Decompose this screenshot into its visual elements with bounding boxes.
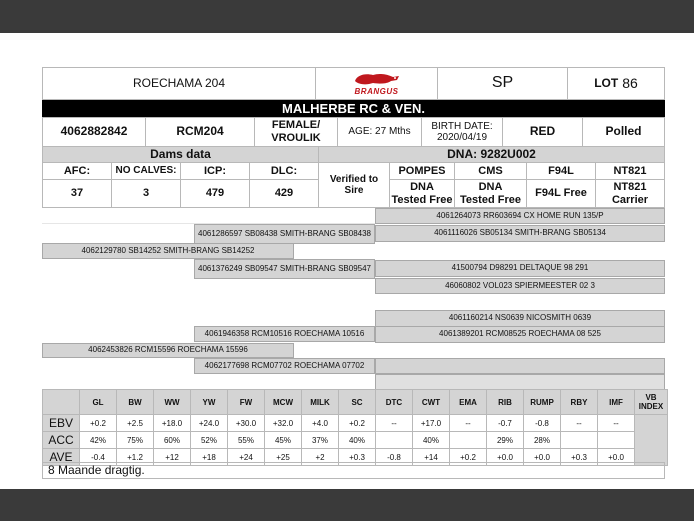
table-cell: [561, 432, 598, 449]
table-cell: 28%: [524, 432, 561, 449]
table-cell: 40%: [339, 432, 376, 449]
table-cell: +0.0: [487, 449, 524, 466]
table-cell: [598, 432, 635, 449]
verified-line2: Sire: [344, 185, 364, 196]
test-result-cms: [454, 179, 527, 208]
brangus-logo: [315, 67, 438, 100]
header-milk: MILK: [302, 390, 339, 415]
table-cell: +1.2: [117, 449, 154, 466]
animal-color: RED: [502, 117, 583, 147]
bottom-frame-bar: [0, 489, 694, 521]
table-row: [43, 415, 668, 432]
table-cell: +25: [265, 449, 302, 466]
pedigree-dam-dam: 4062177698 RCM07702 ROECHAMA 07702: [194, 358, 375, 374]
header-bw: BW: [117, 390, 154, 415]
dlc-label: DLC:: [249, 162, 319, 180]
table-cell: +24.0: [191, 415, 228, 432]
lot-label: LOT: [594, 75, 619, 90]
table-cell: +0.2: [450, 449, 487, 466]
test-name-f94l: F94L: [526, 162, 596, 180]
table-cell: +0.0: [524, 449, 561, 466]
pompes-result-line2: Tested Free: [391, 193, 453, 206]
logo-text: BRANGUS: [354, 86, 399, 96]
test-name-cms: CMS: [454, 162, 527, 180]
header-rump: RUMP: [524, 390, 561, 415]
nt821-result-line1: NT821: [613, 180, 647, 193]
icp-label: ICP:: [180, 162, 250, 180]
pedigree-sire: 4062129780 SB14252 SMITH-BRANG SB14252: [42, 243, 294, 259]
row-label-ave: AVE: [43, 449, 80, 466]
sex-line2: VROULIK: [271, 132, 321, 144]
table-cell: -0.7: [487, 415, 524, 432]
row-label-acc: ACC: [43, 432, 80, 449]
verified-line1: Verified to: [329, 173, 379, 185]
ebv-table: [42, 389, 668, 466]
table-cell: 40%: [413, 432, 450, 449]
header-sc: SC: [339, 390, 376, 415]
table-cell: --: [561, 415, 598, 432]
pedigree-sire-dam: 4061376249 SB09547 SMITH-BRANG SB09547: [194, 259, 375, 279]
dams-title: Dams data: [42, 146, 319, 163]
header-vb-index: VB INDEX: [635, 390, 668, 415]
grade: SP: [437, 67, 568, 100]
top-frame-bar: [0, 0, 694, 33]
table-row: [43, 432, 668, 449]
header-mcw: MCW: [265, 390, 302, 415]
table-cell: [450, 432, 487, 449]
animal-name: ROECHAMA 204: [42, 67, 316, 100]
table-cell: 60%: [154, 432, 191, 449]
table-cell: 52%: [191, 432, 228, 449]
ebv-corner: [43, 390, 80, 415]
pedigree-sire-sire: 4061286597 SB08438 SMITH-BRANG SB08438: [194, 224, 375, 244]
table-cell: +0.3: [561, 449, 598, 466]
pompes-result-line1: DNA: [410, 180, 434, 193]
birth-date: [421, 117, 503, 147]
table-cell: -0.8: [524, 415, 561, 432]
birth-value: 2020/04/19: [436, 132, 488, 143]
table-cell: +14: [413, 449, 450, 466]
pedigree-sire-dam-sire: 41500794 D98291 DELTAQUE 98 291: [375, 260, 665, 277]
table-cell: +2.5: [117, 415, 154, 432]
pedigree-empty-1: [375, 358, 665, 374]
table-cell: +24: [228, 449, 265, 466]
animal-id: 4062882842: [42, 117, 146, 147]
afc-value: 37: [42, 179, 112, 208]
header-rby: RBY: [561, 390, 598, 415]
pedigree-sire-dam-dam: 46060802 VOL023 SPIERMEESTER 02 3: [375, 278, 665, 294]
lot: [567, 67, 665, 100]
header-ema: EMA: [450, 390, 487, 415]
remark: 8 Maande dragtig.: [42, 462, 665, 479]
animal-sex: [254, 117, 338, 147]
table-cell: [376, 432, 413, 449]
ebv-header-row: [43, 390, 668, 415]
table-cell: +30.0: [228, 415, 265, 432]
table-cell: +32.0: [265, 415, 302, 432]
table-cell: +12: [154, 449, 191, 466]
afc-label: AFC:: [42, 162, 112, 180]
header-rib: RIB: [487, 390, 524, 415]
header-imf: IMF: [598, 390, 635, 415]
header-cwt: CWT: [413, 390, 450, 415]
table-cell: +18.0: [154, 415, 191, 432]
vb-index-cell: [635, 415, 668, 466]
bull-icon: [351, 71, 403, 87]
pedigree-empty-2: [375, 374, 665, 390]
calves-label: NO CALVES:: [111, 162, 181, 180]
table-cell: --: [376, 415, 413, 432]
table-cell: -0.8: [376, 449, 413, 466]
f94l-result: F94L Free: [535, 187, 587, 200]
header-ww: WW: [154, 390, 191, 415]
table-cell: 75%: [117, 432, 154, 449]
table-cell: +0.0: [598, 449, 635, 466]
table-cell: --: [598, 415, 635, 432]
pedigree-sire-sire-dam: 4061116026 SB05134 SMITH-BRANG SB05134: [375, 225, 665, 242]
verified-to-sire: [318, 162, 390, 208]
table-cell: +17.0: [413, 415, 450, 432]
table-cell: 42%: [80, 432, 117, 449]
lot-number: 86: [622, 75, 638, 92]
table-cell: +0.2: [339, 415, 376, 432]
animal-age: AGE: 27 Mths: [337, 117, 422, 147]
nt821-result-line2: Carrier: [611, 193, 649, 206]
header-gl: GL: [80, 390, 117, 415]
table-cell: +0.2: [80, 415, 117, 432]
table-cell: 55%: [228, 432, 265, 449]
table-cell: --: [450, 415, 487, 432]
table-cell: 37%: [302, 432, 339, 449]
pedigree-dam-sire-sire: 4061160214 NS0639 NICOSMITH 0639: [375, 310, 665, 327]
table-cell: +0.3: [339, 449, 376, 466]
header-yw: YW: [191, 390, 228, 415]
animal-code: RCM204: [145, 117, 255, 147]
test-result-f94l: [526, 179, 596, 208]
pedigree-dam-sire: 4061946358 RCM10516 ROECHAMA 10516: [194, 326, 375, 342]
test-name-nt821: NT821: [595, 162, 665, 180]
table-cell: 45%: [265, 432, 302, 449]
dna-number: DNA: 9282U002: [318, 146, 665, 163]
icp-value: 479: [180, 179, 250, 208]
row-label-ebv: EBV: [43, 415, 80, 432]
cms-result-line2: Tested Free: [460, 193, 521, 206]
test-name-pompes: POMPES: [389, 162, 455, 180]
calves-value: 3: [111, 179, 181, 208]
pedigree-dam: 4062453826 RCM15596 ROECHAMA 15596: [42, 343, 294, 358]
table-cell: +18: [191, 449, 228, 466]
test-result-nt821: [595, 179, 665, 208]
birth-label: BIRTH DATE:: [431, 120, 493, 132]
header-dtc: DTC: [376, 390, 413, 415]
pedigree-dam-sire-dam: 4061389201 RCM08525 ROECHAMA 08 525: [375, 326, 665, 343]
sex-line1: FEMALE/: [271, 119, 321, 132]
cms-result-line1: DNA: [478, 180, 503, 193]
animal-horn: Polled: [582, 117, 665, 147]
table-cell: +2: [302, 449, 339, 466]
dlc-value: 429: [249, 179, 319, 208]
pedigree-sire-sire-sire: 4061264073 RR603694 CX HOME RUN 135/P: [375, 208, 665, 224]
header-fw: FW: [228, 390, 265, 415]
breeder-banner: MALHERBE RC & VEN.: [42, 100, 665, 117]
table-cell: -0.4: [80, 449, 117, 466]
test-result-pompes: [389, 179, 455, 208]
table-cell: +4.0: [302, 415, 339, 432]
table-cell: 29%: [487, 432, 524, 449]
